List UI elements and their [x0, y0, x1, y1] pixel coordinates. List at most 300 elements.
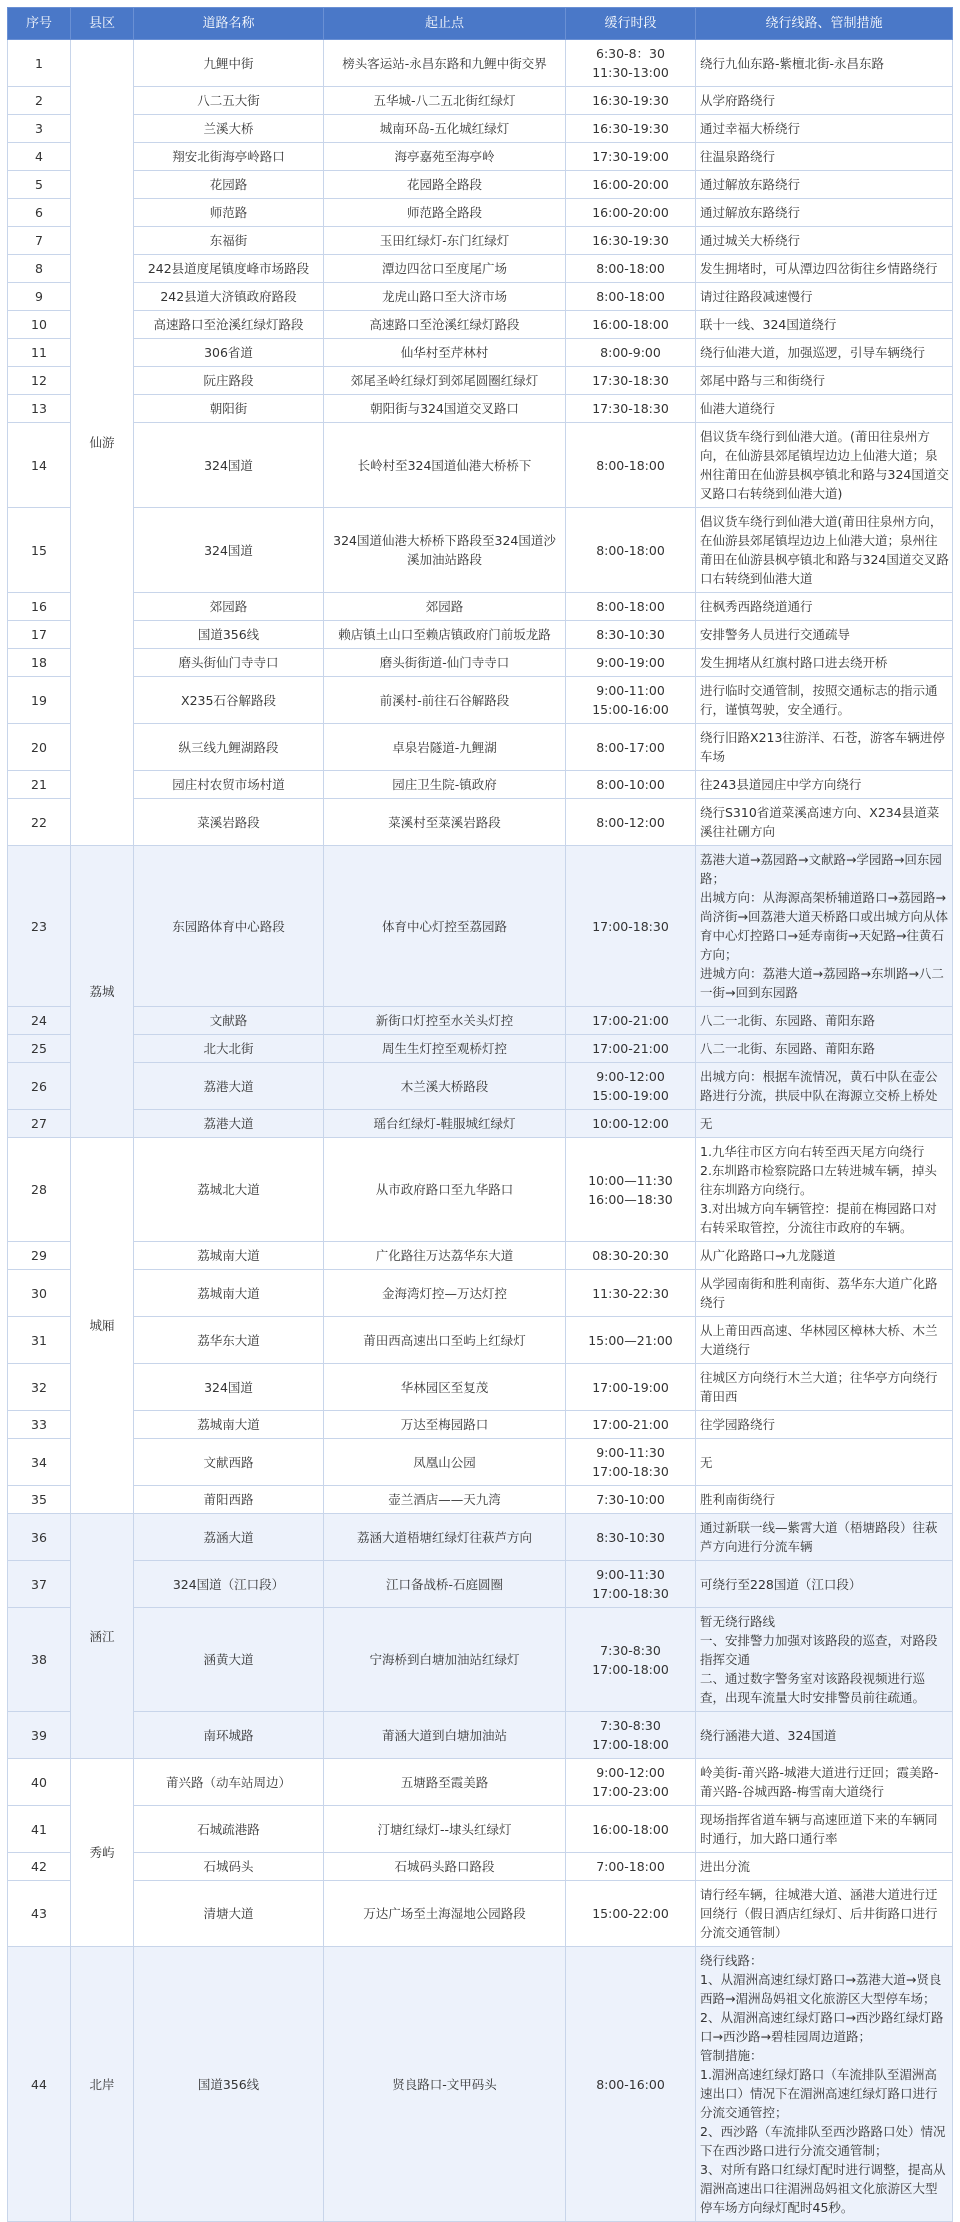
start-end-range: 玉田红绿灯-东门红绿灯 [324, 227, 566, 255]
measure-paragraph: 安排警务人员进行交通疏导 [700, 627, 851, 642]
row-number: 44 [8, 1947, 71, 2222]
slow-time-period [566, 1947, 696, 2222]
detour-measures [696, 1007, 953, 1035]
detour-measures [696, 1439, 953, 1486]
time-line: 8:00-18:00 [596, 599, 665, 614]
measure-paragraph: 进城方向：荔港大道→荔园路→东圳路→八二一街→回到东园路 [700, 966, 944, 1000]
road-name: 东福街 [134, 227, 324, 255]
row-number: 24 [8, 1007, 71, 1035]
measure-paragraph: 3、对所有路口红绿灯配时进行调整，提高从湄洲高速出口往湄洲岛妈祖文化旅游区大型停车场方向绿灯配时45秒。 [700, 2162, 946, 2215]
slow-time-period [566, 846, 696, 1007]
start-end-range: 324国道仙港大桥桥下路段至324国道沙溪加油站路段 [324, 508, 566, 593]
start-end-range: 莆涵大道到白塘加油站 [324, 1712, 566, 1759]
table-row [8, 1270, 953, 1317]
row-number: 1 [8, 40, 71, 87]
detour-measures [696, 649, 953, 677]
measure-paragraph: 2、从湄洲高速红绿灯路口→西沙路红绿灯路口→西沙路→碧桂园周边道路； [700, 2010, 944, 2044]
row-number: 25 [8, 1035, 71, 1063]
table-row [8, 1712, 953, 1759]
road-name: 荔港大道 [134, 1110, 324, 1138]
time-line: 16:00-20:00 [592, 177, 669, 192]
slow-time-period [566, 115, 696, 143]
time-line: 10:00—11:30 [588, 1172, 673, 1188]
district-cell: 城厢 [71, 1138, 134, 1514]
time-line: 8:00-17:00 [596, 739, 665, 755]
measure-paragraph: 现场指挥省道车辆与高速匝道下来的车辆同时通行，加大路口通行率 [700, 1812, 938, 1846]
slow-time-period [566, 339, 696, 367]
detour-measures [696, 1411, 953, 1439]
table-row [8, 1317, 953, 1364]
measure-paragraph: 荔港大道→荔园路→文献路→学园路→回东园路； [700, 852, 942, 886]
slow-time-period [566, 621, 696, 649]
traffic-diversion-table [7, 7, 953, 2222]
header-time: 缓行时段 [566, 8, 696, 40]
table-row [8, 367, 953, 395]
table-row [8, 1063, 953, 1110]
road-name: 国道356线 [134, 621, 324, 649]
slow-time-period [566, 1035, 696, 1063]
detour-measures [696, 1712, 953, 1759]
table-row [8, 1514, 953, 1561]
road-name: 郊园路 [134, 593, 324, 621]
table-row [8, 311, 953, 339]
table-row [8, 1439, 953, 1486]
measure-paragraph: 绕行九仙东路-紫檀北街-永昌东路 [700, 55, 885, 71]
start-end-range: 宁海桥到白塘加油站红绿灯 [324, 1608, 566, 1712]
start-end-range: 仙华村至芹林村 [324, 339, 566, 367]
road-name: 文献西路 [134, 1439, 324, 1486]
detour-measures [696, 724, 953, 771]
time-line: 17:00-21:00 [592, 1041, 669, 1056]
time-line: 6:30-8：30 [596, 46, 665, 61]
time-line: 8:30-10:30 [596, 1529, 665, 1545]
time-line: 15:00—21:00 [588, 1332, 673, 1348]
header-no: 序号 [8, 8, 71, 40]
measure-paragraph: 请行经车辆，往城港大道、涵港大道进行迂回绕行（假日酒店红绿灯、后井街路口进行分流交通管制） [700, 1887, 938, 1940]
start-end-range: 海亭嘉苑至海亭岭 [324, 143, 566, 171]
slow-time-period [566, 1486, 696, 1514]
start-end-range: 朝阳街与324国道交叉路口 [324, 395, 566, 423]
detour-measures [696, 283, 953, 311]
road-name: 师范路 [134, 199, 324, 227]
measure-paragraph: 郊尾中路与三和街绕行 [700, 373, 826, 388]
slow-time-period [566, 724, 696, 771]
slow-time-period [566, 1007, 696, 1035]
time-line: 7:30-8:30 [600, 1642, 661, 1658]
start-end-range: 瑶台红绿灯-鞋服城红绿灯 [324, 1110, 566, 1138]
detour-measures [696, 1035, 953, 1063]
table-row [8, 395, 953, 423]
header-measure: 绕行线路、管制措施 [696, 8, 953, 40]
start-end-range: 荔涵大道梧塘红绿灯往萩芦方向 [324, 1514, 566, 1561]
start-end-range: 城南环岛-五化城红绿灯 [324, 115, 566, 143]
table-row [8, 1608, 953, 1712]
table-row [8, 1947, 953, 2222]
start-end-range: 五华城-八二五北街红绿灯 [324, 87, 566, 115]
row-number: 13 [8, 395, 71, 423]
time-line: 17:00-18:30 [592, 1464, 669, 1479]
row-number: 39 [8, 1712, 71, 1759]
road-name: 兰溪大桥 [134, 115, 324, 143]
road-name: 清塘大道 [134, 1881, 324, 1947]
slow-time-period [566, 1561, 696, 1608]
time-line: 17:30-18:30 [592, 401, 669, 416]
measure-paragraph: 胜利南街绕行 [700, 1492, 776, 1507]
start-end-range: 贤良路口-文甲码头 [324, 1947, 566, 2222]
slow-time-period [566, 593, 696, 621]
slow-time-period [566, 171, 696, 199]
time-line: 10:00-12:00 [592, 1116, 669, 1131]
detour-measures [696, 1138, 953, 1242]
time-line: 16:00-18:00 [592, 317, 669, 332]
row-number: 33 [8, 1411, 71, 1439]
road-name: 242县道大济镇政府路段 [134, 283, 324, 311]
time-line: 17:00-23:00 [592, 1784, 669, 1799]
measure-paragraph: 2.东圳路市检察院路口左转进城车辆，掉头往东圳路方向绕行。 [700, 1163, 937, 1197]
measure-paragraph: 1.湄洲高速红绿灯路口（车流排队至湄洲高速出口）情况下在湄洲高速红绿灯路口进行分流交通管控； [700, 2067, 938, 2120]
measure-paragraph: 往243县道园庄中学方向绕行 [700, 777, 862, 792]
table-row [8, 1242, 953, 1270]
detour-measures [696, 115, 953, 143]
slow-time-period [566, 227, 696, 255]
measure-paragraph: 绕行S310省道菜溪高速方向、X234县道菜溪往社硎方向 [700, 805, 940, 839]
road-name: 荔城南大道 [134, 1270, 324, 1317]
detour-measures [696, 423, 953, 508]
row-number: 23 [8, 846, 71, 1007]
time-line: 9:00-19:00 [596, 655, 665, 670]
table-row [8, 283, 953, 311]
time-line: 9:00-11:30 [596, 1567, 665, 1582]
measure-paragraph: 绕行线路： [700, 1953, 763, 1968]
row-number: 4 [8, 143, 71, 171]
start-end-range: 凤凰山公园 [324, 1439, 566, 1486]
road-name: 涵黄大道 [134, 1608, 324, 1712]
detour-measures [696, 87, 953, 115]
time-line: 8:30-10:30 [596, 627, 665, 642]
measure-paragraph: 出城方向：根据车流情况，黄石中队在壶公路进行分流，拱辰中队在海源立交桥上桥处 [700, 1069, 938, 1103]
table-row [8, 724, 953, 771]
time-line: 17:30-18:30 [592, 373, 669, 388]
time-line: 9:00-11:30 [596, 1445, 665, 1460]
time-line: 8:00-16:00 [596, 2076, 665, 2092]
road-name: 242县道度尾镇度峰市场路段 [134, 255, 324, 283]
row-number: 18 [8, 649, 71, 677]
detour-measures [696, 508, 953, 593]
row-number: 20 [8, 724, 71, 771]
row-number: 5 [8, 171, 71, 199]
measure-paragraph: 仙港大道绕行 [700, 401, 776, 416]
time-line: 08:30-20:30 [592, 1248, 669, 1263]
row-number: 42 [8, 1853, 71, 1881]
time-line: 9:00-11:00 [596, 683, 665, 698]
table-row [8, 771, 953, 799]
measure-paragraph: 进行临时交通管制，按照交通标志的指示通行，谨慎驾驶，安全通行。 [700, 683, 938, 717]
row-number: 8 [8, 255, 71, 283]
district-cell: 北岸 [71, 1947, 134, 2222]
row-number: 14 [8, 423, 71, 508]
detour-measures [696, 1242, 953, 1270]
road-name: 荔城北大道 [134, 1138, 324, 1242]
road-name: 石城疏港路 [134, 1806, 324, 1853]
measure-paragraph: 出城方向：从海源高架桥辅道路口→荔园路→尚济街→回荔港大道天桥路口或出城方向从体育中心灯控路口→延寿南街→天妃路→往黄石方向； [700, 890, 948, 962]
time-line: 16:30-19:30 [592, 233, 669, 248]
start-end-range: 榜头客运站-永昌东路和九鲤中街交界 [324, 40, 566, 87]
slow-time-period [566, 508, 696, 593]
road-name: 南环城路 [134, 1712, 324, 1759]
measure-paragraph: 一、安排警力加强对该路段的巡查，对路段指挥交通 [700, 1633, 938, 1667]
measure-paragraph: 八二一北街、东园路、莆阳东路 [700, 1013, 876, 1028]
row-number: 38 [8, 1608, 71, 1712]
table-row [8, 171, 953, 199]
start-end-range: 潭边四岔口至度尾广场 [324, 255, 566, 283]
start-end-range: 龙虎山路口至大济市场 [324, 283, 566, 311]
slow-time-period [566, 1317, 696, 1364]
table-row [8, 1364, 953, 1411]
road-name: 东园路体育中心路段 [134, 846, 324, 1007]
detour-measures [696, 1561, 953, 1608]
slow-time-period [566, 1608, 696, 1712]
road-name: 高速路口至沧溪红绿灯路段 [134, 311, 324, 339]
table-row [8, 143, 953, 171]
table-row [8, 1561, 953, 1608]
row-number: 41 [8, 1806, 71, 1853]
start-end-range: 汀塘红绿灯--埭头红绿灯 [324, 1806, 566, 1853]
detour-measures [696, 339, 953, 367]
time-line: 11:30-22:30 [592, 1285, 669, 1301]
measure-paragraph: 联十一线、324国道绕行 [700, 317, 837, 332]
slow-time-period [566, 367, 696, 395]
time-line: 11:30-13:00 [592, 65, 669, 80]
road-name: 纵三线九鲤湖路段 [134, 724, 324, 771]
time-line: 8:00-12:00 [596, 814, 665, 830]
start-end-range: 壶兰酒店——天九湾 [324, 1486, 566, 1514]
start-end-range: 园庄卫生院-镇政府 [324, 771, 566, 799]
row-number: 15 [8, 508, 71, 593]
row-number: 12 [8, 367, 71, 395]
measure-paragraph: 通过新联一线—紫霄大道（梧塘路段）往萩芦方向进行分流车辆 [700, 1520, 938, 1554]
time-line: 17:00-18:00 [592, 1737, 669, 1752]
start-end-range: 万达广场至土海湿地公园路段 [324, 1881, 566, 1947]
time-line: 8:00-18:00 [596, 457, 665, 473]
table-row [8, 621, 953, 649]
road-name: 324国道 [134, 508, 324, 593]
start-end-range: 前溪村-前往石谷解路段 [324, 677, 566, 724]
row-number: 10 [8, 311, 71, 339]
start-end-range: 赖店镇土山口至赖店镇政府门前坂龙路 [324, 621, 566, 649]
measure-paragraph: 绕行涵港大道、324国道 [700, 1727, 837, 1743]
road-name: 莆兴路（动车站周边） [134, 1759, 324, 1806]
slow-time-period [566, 1514, 696, 1561]
measure-paragraph: 绕行旧路X213往游洋、石苍，游客车辆进停车场 [700, 730, 945, 764]
detour-measures [696, 40, 953, 87]
detour-measures [696, 1608, 953, 1712]
detour-measures [696, 227, 953, 255]
slow-time-period [566, 395, 696, 423]
slow-time-period [566, 1712, 696, 1759]
time-line: 8:00-9:00 [600, 345, 661, 360]
start-end-range: 从市政府路口至九华路口 [324, 1138, 566, 1242]
time-line: 16:30-19:30 [592, 93, 669, 108]
table-header [8, 8, 953, 40]
time-line: 17:00-21:00 [592, 1013, 669, 1028]
slow-time-period [566, 1364, 696, 1411]
table-row [8, 423, 953, 508]
detour-measures [696, 771, 953, 799]
road-name: 荔港大道 [134, 1063, 324, 1110]
measure-paragraph: 倡议货车绕行到仙港大道。(莆田往泉州方向，在仙游县郊尾镇埕边边上仙港大道；泉州往莆田在仙游县枫亭镇北和路与324国道交叉路口右转绕到仙港大道) [700, 429, 949, 501]
time-line: 8:00-18:00 [596, 289, 665, 304]
detour-measures [696, 311, 953, 339]
measure-paragraph: 二、通过数字警务室对该路段视频进行巡查，出现车流量大时安排警员前往疏通。 [700, 1671, 926, 1705]
road-name: 石城码头 [134, 1853, 324, 1881]
table-row [8, 1138, 953, 1242]
detour-measures [696, 621, 953, 649]
detour-measures [696, 367, 953, 395]
slow-time-period [566, 1806, 696, 1853]
slow-time-period [566, 1439, 696, 1486]
slow-time-period [566, 771, 696, 799]
slow-time-period [566, 1063, 696, 1110]
table-row [8, 677, 953, 724]
detour-measures [696, 1063, 953, 1110]
slow-time-period [566, 799, 696, 846]
start-end-range: 师范路全路段 [324, 199, 566, 227]
road-name: 磨头街仙门寺寺口 [134, 649, 324, 677]
time-line: 15:00-19:00 [592, 1088, 669, 1103]
time-line: 7:30-10:00 [596, 1492, 665, 1507]
table-row [8, 115, 953, 143]
row-number: 17 [8, 621, 71, 649]
table-row [8, 846, 953, 1007]
slow-time-period [566, 143, 696, 171]
road-name: X235石谷解路段 [134, 677, 324, 724]
detour-measures [696, 171, 953, 199]
measure-paragraph: 无 [700, 1116, 713, 1131]
time-line: 17:30-19:00 [592, 149, 669, 164]
row-number: 21 [8, 771, 71, 799]
table-row [8, 40, 953, 87]
measure-paragraph: 通过城关大桥绕行 [700, 233, 801, 248]
road-name: 荔涵大道 [134, 1514, 324, 1561]
slow-time-period [566, 649, 696, 677]
measure-paragraph: 绕行仙港大道，加强巡逻，引导车辆绕行 [700, 345, 926, 360]
header-district: 县区 [71, 8, 134, 40]
road-name: 国道356线 [134, 1947, 324, 2222]
measure-paragraph: 1、从湄洲高速红绿灯路口→荔港大道→贤良西路→湄洲岛妈祖文化旅游区大型停车场； [700, 1972, 942, 2006]
detour-measures [696, 1806, 953, 1853]
start-end-range: 华林园区至复茂 [324, 1364, 566, 1411]
slow-time-period [566, 1110, 696, 1138]
time-line: 17:00-18:30 [592, 918, 669, 934]
road-name: 324国道 [134, 1364, 324, 1411]
slow-time-period [566, 1759, 696, 1806]
start-end-range: 卓泉岩隧道-九鲤湖 [324, 724, 566, 771]
start-end-range: 体育中心灯控至荔园路 [324, 846, 566, 1007]
row-number: 26 [8, 1063, 71, 1110]
start-end-range: 江口备战桥-石庭圆圈 [324, 1561, 566, 1608]
measure-paragraph: 发生拥堵时，可从潭边四岔街往乡情路绕行 [700, 261, 938, 276]
detour-measures [696, 677, 953, 724]
measure-paragraph: 暂无绕行路线 [700, 1614, 776, 1629]
row-number: 43 [8, 1881, 71, 1947]
row-number: 31 [8, 1317, 71, 1364]
measure-paragraph: 八二一北街、东园路、莆阳东路 [700, 1041, 876, 1056]
table-row [8, 1035, 953, 1063]
slow-time-period [566, 87, 696, 115]
start-end-range: 莆田西高速出口至屿上红绿灯 [324, 1317, 566, 1364]
measure-paragraph: 往枫秀西路绕道通行 [700, 599, 813, 614]
measure-paragraph: 1.九华往市区方向右转至西天尾方向绕行 [700, 1144, 925, 1159]
row-number: 11 [8, 339, 71, 367]
start-end-range: 菜溪村至菜溪岩路段 [324, 799, 566, 846]
start-end-range: 花园路全路段 [324, 171, 566, 199]
detour-measures [696, 593, 953, 621]
road-name: 文献路 [134, 1007, 324, 1035]
road-name: 北大北街 [134, 1035, 324, 1063]
road-name: 荔城南大道 [134, 1411, 324, 1439]
start-end-range: 木兰溪大桥路段 [324, 1063, 566, 1110]
slow-time-period [566, 677, 696, 724]
time-line: 15:00-22:00 [592, 1906, 669, 1921]
start-end-range: 新街口灯控至水关头灯控 [324, 1007, 566, 1035]
row-number: 30 [8, 1270, 71, 1317]
table-row [8, 339, 953, 367]
start-end-range: 五塘路至霞美路 [324, 1759, 566, 1806]
header-range: 起止点 [324, 8, 566, 40]
detour-measures [696, 1317, 953, 1364]
row-number: 32 [8, 1364, 71, 1411]
detour-measures [696, 143, 953, 171]
measure-paragraph: 倡议货车绕行到仙港大道(莆田往泉州方向，在仙游县郊尾镇埕边边上仙港大道；泉州往莆田在仙游县枫亭镇北和路与324国道交叉路口右转绕到仙港大道 [700, 514, 949, 586]
measure-paragraph: 通过幸福大桥绕行 [700, 121, 801, 136]
detour-measures [696, 1486, 953, 1514]
road-name: 莆阳西路 [134, 1486, 324, 1514]
table-row [8, 593, 953, 621]
row-number: 2 [8, 87, 71, 115]
road-name: 八二五大街 [134, 87, 324, 115]
slow-time-period [566, 255, 696, 283]
road-name: 朝阳街 [134, 395, 324, 423]
detour-measures [696, 1853, 953, 1881]
table-row [8, 1110, 953, 1138]
road-name: 翔安北街海亭岭路口 [134, 143, 324, 171]
start-end-range: 周生生灯控至观桥灯控 [324, 1035, 566, 1063]
measure-paragraph: 从上莆田西高速、华林园区樟林大桥、木兰大道绕行 [700, 1323, 938, 1357]
row-number: 40 [8, 1759, 71, 1806]
row-number: 34 [8, 1439, 71, 1486]
time-line: 16:30-19:30 [592, 121, 669, 136]
time-line: 16:00-18:00 [592, 1821, 669, 1837]
detour-measures [696, 1759, 953, 1806]
measure-paragraph: 无 [700, 1454, 713, 1470]
slow-time-period [566, 1138, 696, 1242]
road-name: 菜溪岩路段 [134, 799, 324, 846]
slow-time-period [566, 199, 696, 227]
measure-paragraph: 从广化路路口→九龙隧道 [700, 1248, 836, 1263]
measure-paragraph: 通过解放东路绕行 [700, 205, 801, 220]
row-number: 19 [8, 677, 71, 724]
detour-measures [696, 199, 953, 227]
time-line: 7:30-8:30 [600, 1718, 661, 1733]
road-name: 荔华东大道 [134, 1317, 324, 1364]
slow-time-period [566, 423, 696, 508]
measure-paragraph: 请过往路段减速慢行 [700, 289, 813, 304]
district-cell: 仙游 [71, 40, 134, 846]
time-line: 15:00-16:00 [592, 702, 669, 717]
table-row [8, 1411, 953, 1439]
detour-measures [696, 1947, 953, 2222]
district-cell: 涵江 [71, 1514, 134, 1759]
